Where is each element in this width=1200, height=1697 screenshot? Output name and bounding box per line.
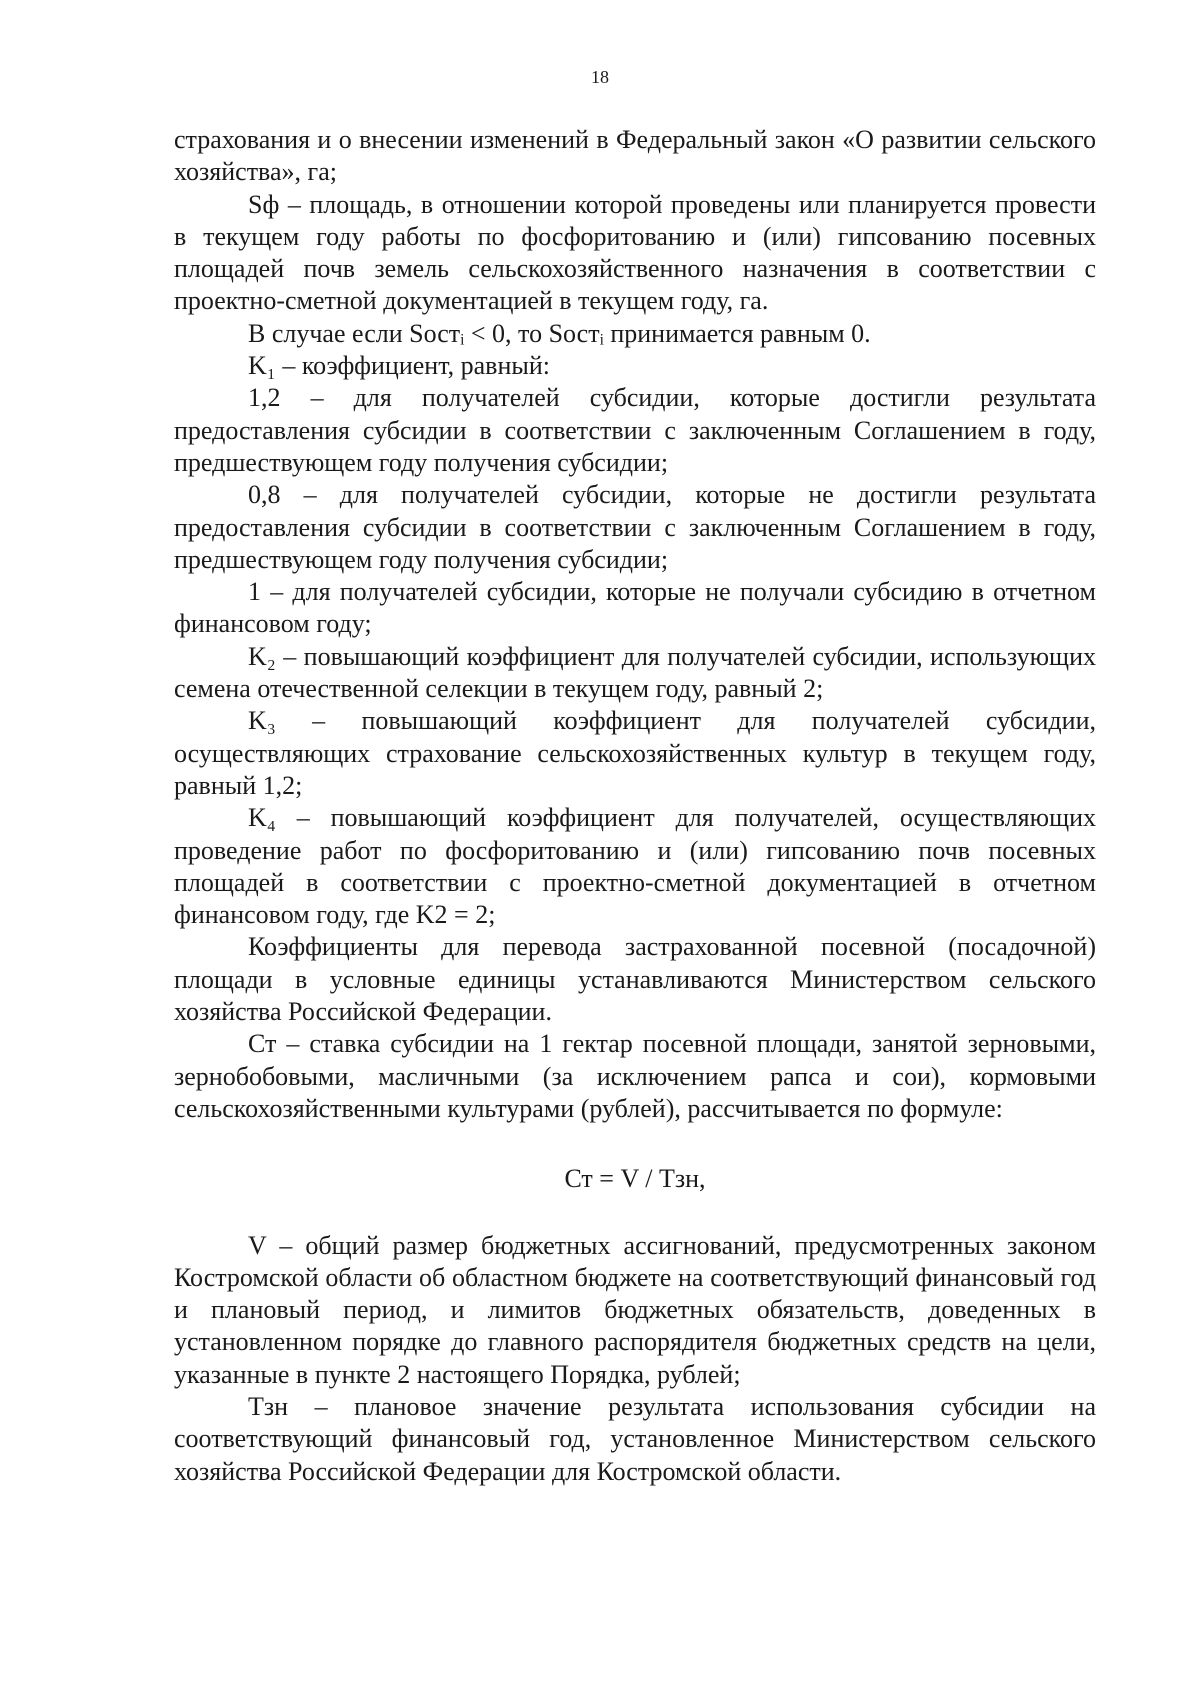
paragraph-k1-value-1: 1 – для получателей субсидии, которые не получали субсидию в отчетном финансовом году; <box>174 577 1096 639</box>
paragraph-st-definition: Ст – ставка субсидии на 1 гектар посевной площади, занятой зерновыми, зернобобовыми, масличными (за исключением рапса и сои), кормовыми сельскохозяйственными культурами (рублей), рассчитывается по формуле: <box>174 1029 1096 1123</box>
formula-st: Ст = V / Тзн, <box>564 1164 706 1194</box>
paragraph-k1-definition: K₁ – коэффициент, равный: <box>248 351 550 381</box>
paragraph-sost-condition: В случае если Sостᵢ < 0, то Sостᵢ принимается равным 0. <box>248 318 871 348</box>
paragraph-k1-value-1-2: 1,2 – для получателей субсидии, которые достигли результата предоставления субсидии в соответствии с заключенным Соглашением в году, предшествующем году получения субсидии; <box>174 383 1096 477</box>
page-number: 18 <box>591 67 609 87</box>
paragraph-k3-definition: K₃ – повышающий коэффициент для получателей субсидии, осуществляющих страхование сельскохозяйственных культур в текущем году, равный 1,2; <box>174 706 1096 800</box>
paragraph-sf-definition: Sф – площадь, в отношении которой проведены или планируется провести в текущем году работы по фосфоритованию и (или) гипсованию посевных площадей почв земель сельскохозяйственного назначения в соответствии с проектно-сметной документацией в текущем году, га. <box>174 189 1096 316</box>
paragraph-k1-value-0-8: 0,8 – для получателей субсидии, которые не достигли результата предоставления субсидии в соответствии с заключенным Соглашением в году, предшествующем году получения субсидии; <box>174 480 1096 574</box>
paragraph-k2-definition: K₂ – повышающий коэффициент для получателей субсидии, использующих семена отечественной селекции в текущем году, равный 2; <box>174 641 1096 704</box>
paragraph-conversion-coefficients: Коэффициенты для перевода застрахованной посевной (посадочной) площади в условные единицы устанавливаются Министерством сельского хозяйства Российской Федерации. <box>174 932 1096 1027</box>
paragraph-v-definition: V – общий размер бюджетных ассигнований, предусмотренных законом Костромской области об областном бюджете на соответствующий финансовый год и плановый период, и лимитов бюджетных обязательств, доведенных в установленном порядке до главного распорядителя бюджетных средств на цели, указанные в пункте 2 настоящего Порядка, рублей; <box>174 1230 1096 1389</box>
paragraph-k4-definition: K₄ – повышающий коэффициент для получателей, осуществляющих проведение работ по фосфоритованию и (или) гипсованию почв посевных площадей в соответствии с проектно-сметной документацией в отчетном финансовом году, где K2 = 2; <box>174 803 1096 930</box>
document-body <box>174 124 1096 1488</box>
paragraph-tzn-definition: Тзн – плановое значение результата использования субсидии на соответствующий финансовый год, установленное Министерством сельского хозяйства Российской Федерации для Костромской области. <box>174 1391 1096 1486</box>
paragraph-continuation: страхования и о внесении изменений в Федеральный закон «О развитии сельского хозяйства», га; <box>174 125 1096 187</box>
